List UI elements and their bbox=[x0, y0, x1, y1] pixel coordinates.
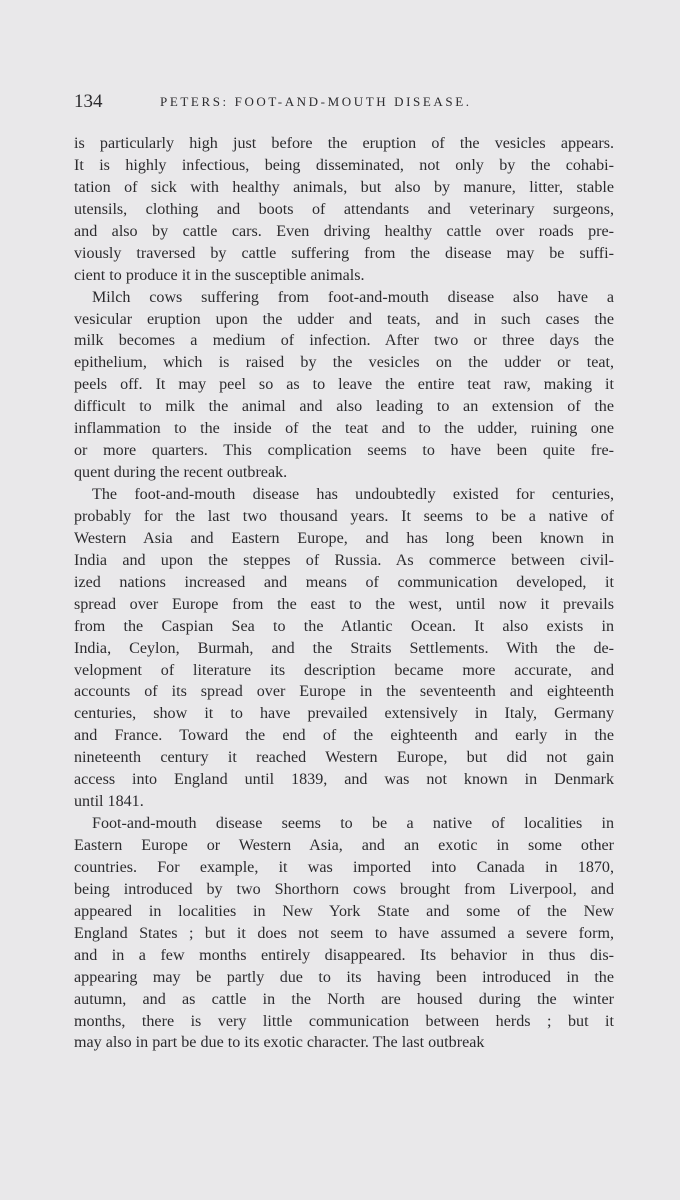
text-line: and also by cattle cars. Even driving healthy cattle over roads pre- bbox=[74, 222, 614, 240]
text-line: utensils, clothing and boots of attendants and veterinary surgeons, bbox=[74, 200, 614, 218]
text-line: ized nations increased and means of communication developed, it bbox=[74, 573, 614, 591]
running-head: PETERS: FOOT-AND-MOUTH DISEASE. bbox=[160, 94, 472, 109]
text-line: Eastern Europe or Western Asia, and an exotic in some other bbox=[74, 837, 614, 854]
text-line: appearing may be partly due to its having been introduced in the bbox=[74, 968, 614, 986]
text-line: from the Caspian Sea to the Atlantic Ocean. It also exists in bbox=[74, 617, 614, 635]
text-line: until 1841. bbox=[74, 793, 144, 811]
text-line: may also in part be due to its exotic character. The last outbreak bbox=[74, 1034, 485, 1052]
text-line: viously traversed by cattle suffering from the disease may be suffi- bbox=[74, 244, 614, 262]
text-line: is particularly high just before the eruption of the vesicles appears. bbox=[74, 135, 614, 152]
paragraph bbox=[74, 813, 614, 1054]
text-line: Western Asia and Eastern Europe, and has long been known in bbox=[74, 529, 614, 547]
text-line: India, Ceylon, Burmah, and the Straits Settlements. With the de- bbox=[74, 639, 614, 657]
text-line: probably for the last two thousand years. It seems to be a native of bbox=[74, 507, 614, 525]
text-line: nineteenth century it reached Western Europe, but did not gain bbox=[74, 749, 614, 767]
text-line: cient to produce it in the susceptible animals. bbox=[74, 266, 365, 284]
text-line: being introduced by two Shorthorn cows brought from Liverpool, and bbox=[74, 880, 614, 898]
text-line: accounts of its spread over Europe in the seventeenth and eighteenth bbox=[74, 683, 614, 701]
page-number: 134 bbox=[74, 91, 103, 112]
text-line: appeared in localities in New York State and some of the New bbox=[74, 902, 614, 920]
text-line: quent during the recent outbreak. bbox=[74, 464, 288, 482]
text-line: England States ; but it does not seem to have assumed a severe form, bbox=[74, 924, 614, 942]
text-line: centuries, show it to have prevailed extensively in Italy, Germany bbox=[74, 705, 614, 723]
body-text bbox=[74, 133, 614, 1054]
text-line: difficult to milk the animal and also leading to an extension of the bbox=[74, 398, 614, 416]
paragraph bbox=[74, 484, 614, 813]
text-line: epithelium, which is raised by the vesicles on the udder or teat, bbox=[74, 354, 614, 372]
text-line: and France. Toward the end of the eighteenth and early in the bbox=[74, 727, 614, 745]
text-line: It is highly infectious, being disseminated, not only by the cohabi- bbox=[74, 156, 614, 174]
text-line: peels off. It may peel so as to leave the entire teat raw, making it bbox=[74, 376, 614, 394]
text-line: velopment of literature its description became more accurate, and bbox=[74, 661, 614, 679]
text-line: tation of sick with healthy animals, but also by manure, litter, stable bbox=[74, 178, 614, 196]
text-line: The foot-and-mouth disease has undoubtedly existed for centuries, bbox=[92, 486, 614, 503]
text-line: countries. For example, it was imported into Canada in 1870, bbox=[74, 858, 614, 876]
text-line: vesicular eruption upon the udder and teats, and in such cases the bbox=[74, 310, 614, 328]
text-line: spread over Europe from the east to the west, until now it prevails bbox=[74, 595, 614, 613]
text-line: inflammation to the inside of the teat and to the udder, ruining one bbox=[74, 420, 614, 438]
text-line: months, there is very little communication between herds ; but it bbox=[74, 1012, 614, 1030]
text-line: and in a few months entirely disappeared. Its behavior in thus dis- bbox=[74, 946, 614, 964]
paragraph bbox=[74, 287, 614, 484]
text-line: milk becomes a medium of infection. After two or three days the bbox=[74, 332, 614, 350]
page-header bbox=[74, 90, 614, 114]
text-line: Milch cows suffering from foot-and-mouth disease also have a bbox=[92, 288, 614, 306]
text-line: or more quarters. This complication seems to have been quite fre- bbox=[74, 442, 614, 460]
text-line: autumn, and as cattle in the North are housed during the winter bbox=[74, 990, 614, 1008]
text-line: access into England until 1839, and was not known in Denmark bbox=[74, 771, 614, 789]
paragraph bbox=[74, 133, 614, 287]
text-line: India and upon the steppes of Russia. As commerce between civil- bbox=[74, 551, 614, 569]
text-line: Foot-and-mouth disease seems to be a native of localities in bbox=[92, 815, 614, 833]
